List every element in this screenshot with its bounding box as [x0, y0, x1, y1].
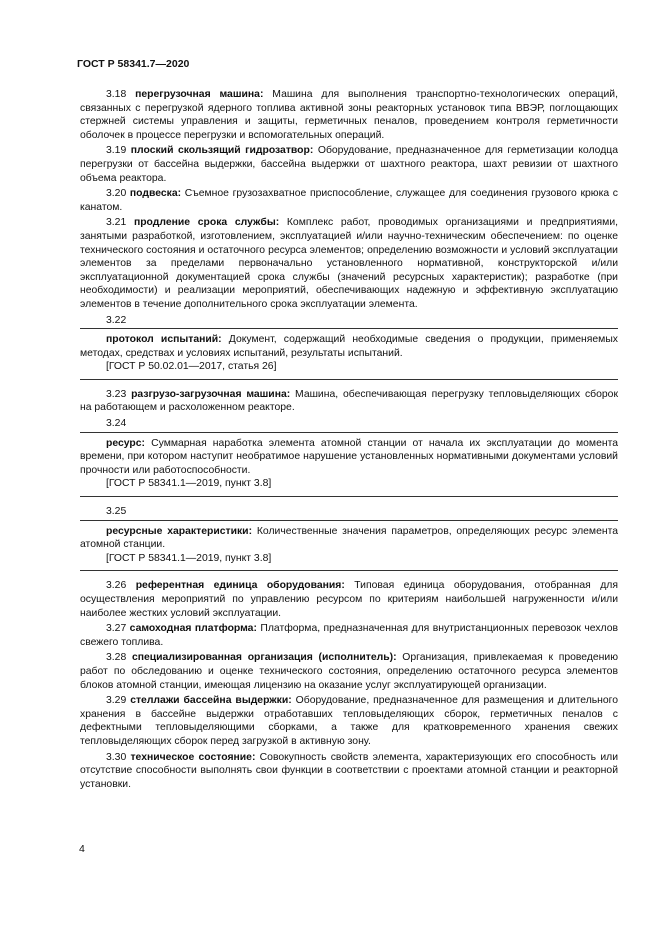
- term-number: 3.26: [106, 580, 127, 592]
- term-title: перегрузочная машина:: [135, 89, 264, 100]
- term-definition: Количественные значения параметров, определяющих ресурс элемента атомной станции.: [80, 525, 619, 551]
- term-number: 3.29: [106, 695, 127, 707]
- term-title: ресурсные характеристики:: [106, 525, 253, 537]
- term-number: 3.25: [106, 506, 127, 518]
- term-number: 3.23: [106, 388, 127, 400]
- quoted-term-box: [80, 520, 618, 572]
- term-entry: [80, 388, 618, 415]
- term-number: 3.27: [106, 623, 127, 635]
- term-definition: Совокупность свойств элемента, характеризующих его способность или отсутствие способности выполнять свои функции в соответствии с проектами атомной станции и реакторной установки.: [80, 751, 618, 790]
- term-definition: Съемное грузозахватное приспособление, служащее для соединения грузового крюка с канатом.: [80, 188, 618, 213]
- term-reference: [ГОСТ Р 58341.1—2019, пункт 3.8]: [106, 478, 272, 490]
- term-number: 3.18: [106, 89, 127, 100]
- term-definition: Оборудование, предназначенное для герметизации колодца перегрузки от бассейна выдержки, бассейна выдержки от шахтного реактора, шахт ревизии от шахтного объема реактора.: [80, 145, 619, 184]
- term-definition: Машина, обеспечивающая перегрузку тепловыделяющих сборок на работающем и расхоложенном реакторе.: [80, 388, 618, 414]
- term-entry: [80, 579, 618, 620]
- term-entry: [80, 216, 618, 311]
- term-title: специализированная организация (исполнитель):: [131, 652, 397, 664]
- page-number: 4: [79, 843, 85, 855]
- quoted-term-box: [80, 432, 618, 497]
- term-title: плоский скользящий гидрозатвор:: [130, 145, 314, 157]
- term-entry: [80, 751, 618, 792]
- term-title: разгрузо-загрузочная машина:: [131, 388, 291, 400]
- document-header: ГОСТ Р 58341.7—2020: [77, 58, 190, 70]
- quoted-term-box: [80, 328, 618, 380]
- term-number: 3.30: [106, 751, 127, 763]
- term-title: техническое состояние:: [130, 751, 256, 763]
- term-entry: [80, 651, 618, 692]
- term-title: референтная единица оборудования:: [135, 580, 345, 592]
- term-entry: [80, 437, 618, 478]
- term-definition: Платформа, предназначенная для внутристанционных перевозок чехлов свежего топлива.: [80, 623, 619, 648]
- term-title: ресурс:: [106, 437, 145, 449]
- term-entry: [80, 694, 618, 748]
- term-number: 3.20: [106, 188, 127, 200]
- term-entry: [80, 622, 618, 649]
- term-reference: [ГОСТ Р 50.02.01—2017, статья 26]: [106, 361, 277, 373]
- term-definition: Документ, содержащий необходимые сведения о продукции, применяемых методах, средствах и условиях испытаний, результаты испытаний.: [80, 334, 618, 359]
- term-entry: [80, 187, 618, 214]
- term-title: протокол испытаний:: [106, 334, 222, 346]
- term-definition: Комплекс работ, проводимых организациями и предприятиями, занятыми разработкой, изготовлением, эксплуатацией и/или научно-техническим обеспечением: по оценке технического состояния и остаточного ресурса элементов; определению возможности и условий эксплуатации элементов за пределами первоначально установленного нормативной, конструкторской и/или эксплуатационной документацией срока службы (значений ресурсных характеристик); разработке (при необходимости) и реализации мероприятий, обеспечивающих надежную и эффективную эксплуатацию элементов в течение дополнительного срока эксплуатации элемента.: [80, 217, 619, 310]
- term-number: 3.21: [106, 217, 127, 229]
- term-number: 3.22: [106, 314, 127, 326]
- term-entry: [80, 333, 618, 360]
- term-title: самоходная платформа:: [129, 623, 257, 635]
- term-definition: Суммарная наработка элемента атомной станции от начала их эксплуатации до момента времени, при котором наступит необратимое нарушение установленных нормативными документами условий прочности или работоспособности.: [80, 437, 619, 476]
- term-entry: [80, 144, 618, 185]
- term-number: 3.19: [106, 145, 127, 157]
- term-definition: Машина для выполнения транспортно-технологических операций, связанных с перегрузкой ядерного топлива активной зоны реакторных установок типа ВВЭР, поглощающих стержней системы управления и защиты, герметичных пеналов, проведением контроля герметичности оболочек в процессе перегрузки и вспомогательных операций.: [80, 89, 618, 141]
- term-reference: [ГОСТ Р 58341.1—2019, пункт 3.8]: [106, 552, 272, 564]
- terms-section: [80, 88, 618, 793]
- term-definition: Организация, привлекаемая к проведению работ по обследованию и оценке технического состояния, определению остаточного ресурса элементов блоков атомной станции, имеющая лицензию на оказание услуг эксплуатирующей организации.: [80, 652, 619, 691]
- term-number: 3.28: [106, 652, 127, 664]
- term-number: 3.24: [106, 418, 127, 430]
- term-definition: Оборудование, предназначенное для размещения и длительного хранения в бассейне выдержки отработавших тепловыделяющих сборок, герметичных пеналов с дефектными тепловыделяющими сборками, а также для кратковременного хранения свежих тепловыделяющих сборок перед загрузкой в активную зону.: [80, 695, 619, 747]
- term-entry: [80, 88, 618, 142]
- term-definition: Типовая единица оборудования, отобранная для осуществления мероприятий по управлению ресурсом по критериям наибольшей нагруженности и/или наиболее жестких условий эксплуатации.: [80, 580, 618, 619]
- term-title: продление срока службы:: [133, 217, 280, 229]
- term-title: стеллажи бассейна выдержки:: [130, 695, 292, 707]
- term-entry: [80, 525, 618, 552]
- term-title: подвеска:: [129, 188, 182, 200]
